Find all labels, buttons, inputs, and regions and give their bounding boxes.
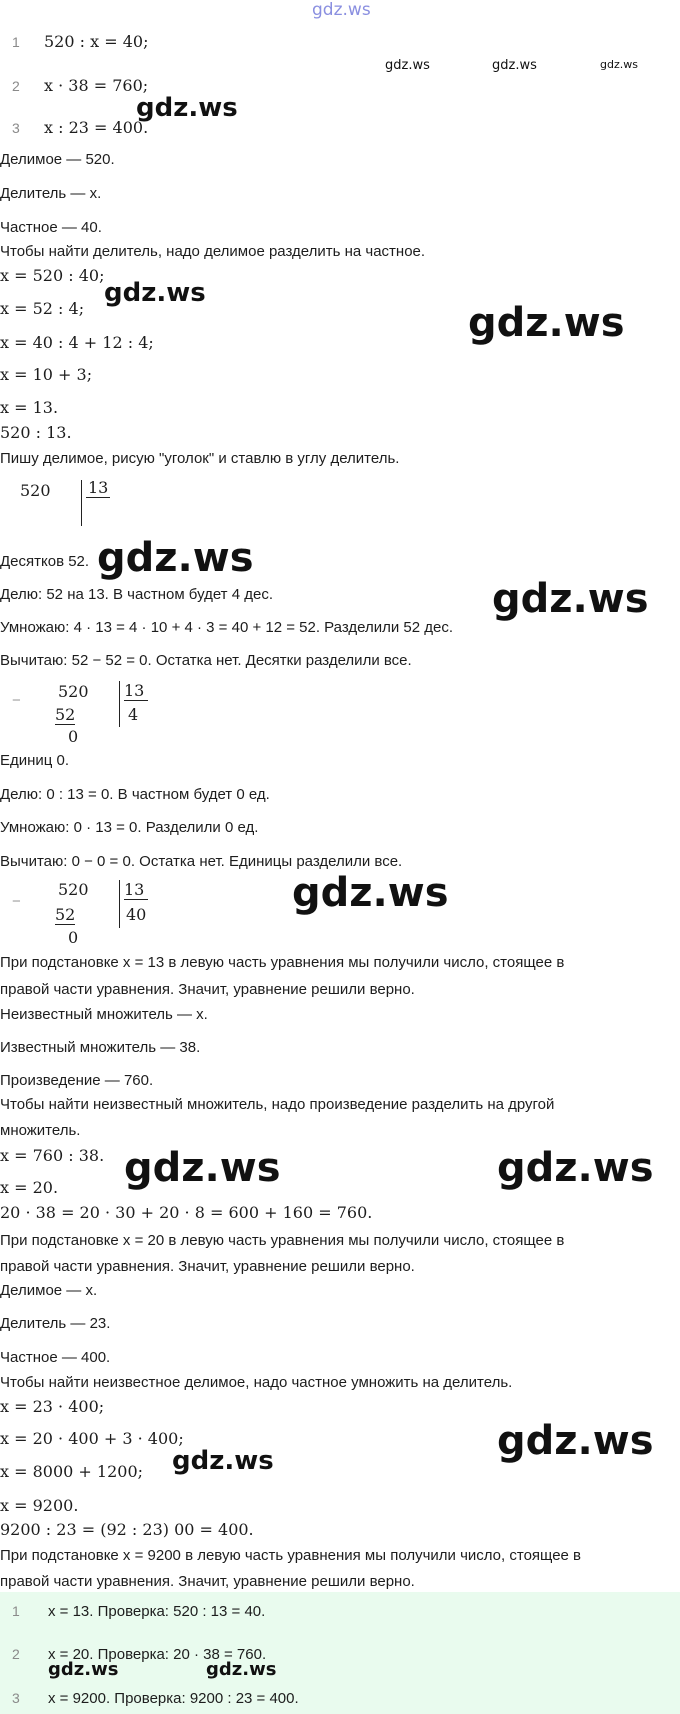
text-line: Делимое — 520. <box>0 151 115 168</box>
math-line: x = 9200. <box>0 1496 79 1515</box>
item-number: 1 <box>12 1603 20 1619</box>
corner-subtrahend: 52 <box>55 905 76 924</box>
watermark-logo: gdz.ws <box>97 535 254 581</box>
item-number: 2 <box>12 78 20 94</box>
math-line: 20 · 38 = 20 · 30 + 20 · 8 = 600 + 160 = 760. <box>0 1203 373 1222</box>
watermark-logo: gdz.ws <box>468 300 625 346</box>
math-line: x = 13. <box>0 398 59 417</box>
equation-text: x : 23 = 400. <box>44 118 149 137</box>
watermark-logo: gdz.ws <box>312 0 371 20</box>
corner-quotient: 40 <box>126 905 147 924</box>
answer-item <box>0 1688 299 1709</box>
text-line: правой части уравнения. Значит, уравнение решили верно. <box>0 1573 415 1590</box>
text-line: Неизвестный множитель — x. <box>0 1006 208 1023</box>
answer-item <box>0 1601 265 1622</box>
minus-sign: − <box>12 893 21 910</box>
watermark-logo: gdz.ws <box>497 1145 654 1191</box>
item-number: 3 <box>12 1690 20 1706</box>
watermark-logo: gdz.ws <box>492 576 649 622</box>
equation-text: x · 38 = 760; <box>44 76 149 95</box>
math-line: x = 760 : 38. <box>0 1146 105 1165</box>
math-line: x = 520 : 40; <box>0 266 105 285</box>
watermark-logo: gdz.ws <box>292 870 449 916</box>
watermark-logo: gdz.ws <box>104 278 206 308</box>
text-line: Умножаю: 4 · 13 = 4 · 10 + 4 · 3 = 40 + 12 = 52. Разделили 52 дес. <box>0 619 454 636</box>
text-line: Известный множитель — 38. <box>0 1039 201 1056</box>
item-number: 3 <box>12 120 20 136</box>
answer-text: x = 9200. Проверка: 9200 : 23 = 400. <box>48 1690 299 1707</box>
watermark-logo: gdz.ws <box>206 1659 277 1680</box>
equation-item <box>0 76 148 97</box>
corner-divisor: 13 <box>88 478 109 497</box>
corner-divisor: 13 <box>124 681 148 701</box>
watermark-logo: gdz.ws <box>48 1659 119 1680</box>
text-line: Делю: 0 : 13 = 0. В частном будет 0 ед. <box>0 786 270 803</box>
corner-line <box>119 681 120 727</box>
math-line: x = 20 · 400 + 3 · 400; <box>0 1429 184 1448</box>
watermark-logo: gdz.ws <box>385 58 430 73</box>
text-line: Единиц 0. <box>0 752 70 769</box>
text-line: Делю: 52 на 13. В частном будет 4 дес. <box>0 586 273 603</box>
text-line: Частное — 40. <box>0 219 102 236</box>
equation-item <box>0 118 148 139</box>
corner-dividend: 520 <box>20 481 51 500</box>
math-line: x = 52 : 4; <box>0 299 85 318</box>
corner-divisor: 13 <box>124 880 148 900</box>
corner-dividend: 520 <box>58 682 89 701</box>
math-line: x = 23 · 400; <box>0 1397 105 1416</box>
text-line: Делитель — 23. <box>0 1315 111 1332</box>
text-line: Вычитаю: 0 − 0 = 0. Остатка нет. Единицы разделили все. <box>0 853 403 870</box>
text-line: Чтобы найти делитель, надо делимое разделить на частное. <box>0 243 426 260</box>
text-line: Умножаю: 0 · 13 = 0. Разделили 0 ед. <box>0 819 259 836</box>
text-line: При подстановке x = 13 в левую часть уравнения мы получили число, стоящее в <box>0 954 565 971</box>
math-line: x = 20. <box>0 1178 59 1197</box>
answer-text: x = 20. Проверка: 20 · 38 = 760. <box>48 1646 267 1663</box>
text-line: Вычитаю: 52 − 52 = 0. Остатка нет. Десятки разделили все. <box>0 652 412 669</box>
text-line: Делимое — x. <box>0 1282 98 1299</box>
watermark-logo: gdz.ws <box>492 58 537 73</box>
text-line: Произведение — 760. <box>0 1072 154 1089</box>
watermark-logo: gdz.ws <box>497 1418 654 1464</box>
text-line: Чтобы найти неизвестный множитель, надо произведение разделить на другой <box>0 1096 555 1113</box>
item-number: 1 <box>12 34 20 50</box>
text-line: Десятков 52. <box>0 553 90 570</box>
corner-remainder: 0 <box>68 727 79 746</box>
item-number: 2 <box>12 1646 20 1662</box>
math-line: 520 : 13. <box>0 423 72 442</box>
text-line: правой части уравнения. Значит, уравнение решили верно. <box>0 1258 415 1275</box>
corner-line <box>119 880 120 928</box>
corner-quotient: 4 <box>128 705 139 724</box>
text-line: множитель. <box>0 1122 81 1139</box>
math-line: x = 10 + 3; <box>0 365 93 384</box>
math-line: x = 40 : 4 + 12 : 4; <box>0 333 154 352</box>
text-line: При подстановке x = 20 в левую часть уравнения мы получили число, стоящее в <box>0 1232 565 1249</box>
text-line: При подстановке x = 9200 в левую часть уравнения мы получили число, стоящее в <box>0 1547 582 1564</box>
watermark-logo: gdz.ws <box>600 58 638 71</box>
corner-subtrahend: 52 <box>55 705 76 724</box>
text-line: правой части уравнения. Значит, уравнение решили верно. <box>0 981 415 998</box>
corner-remainder: 0 <box>68 928 79 947</box>
watermark-logo: gdz.ws <box>172 1446 274 1476</box>
text-line: Пишу делимое, рисую "уголок" и ставлю в углу делитель. <box>0 450 400 467</box>
minus-sign: − <box>12 692 21 709</box>
text-line: Частное — 400. <box>0 1349 111 1366</box>
math-line: 9200 : 23 = (92 : 23) 00 = 400. <box>0 1520 254 1539</box>
corner-line <box>81 480 82 526</box>
answer-text: x = 13. Проверка: 520 : 13 = 40. <box>48 1603 266 1620</box>
equation-text: 520 : x = 40; <box>44 32 149 51</box>
watermark-logo: gdz.ws <box>124 1145 281 1191</box>
watermark-logo: gdz.ws <box>136 93 238 123</box>
text-line: Чтобы найти неизвестное делимое, надо частное умножить на делитель. <box>0 1374 513 1391</box>
equation-item <box>0 32 148 53</box>
text-line: Делитель — x. <box>0 185 102 202</box>
math-line: x = 8000 + 1200; <box>0 1462 144 1481</box>
corner-dividend: 520 <box>58 880 89 899</box>
